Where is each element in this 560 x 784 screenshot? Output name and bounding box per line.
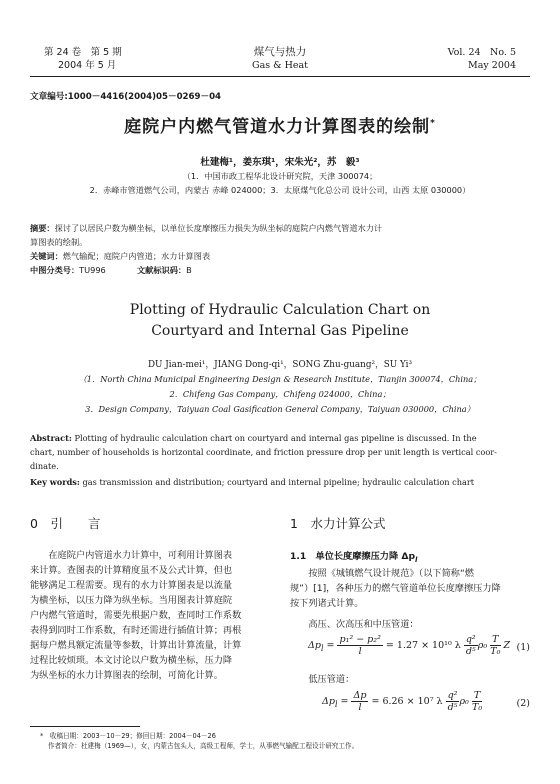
doc-code: B (186, 265, 192, 275)
eq1-fraction (337, 634, 382, 657)
section-1-high-pressure: 高压、次高压和中压管道： (290, 619, 419, 630)
eq1-number: (1) (516, 642, 530, 653)
eq2-t-num: T (473, 690, 481, 701)
section-1-1-title-sub: l (415, 555, 418, 564)
header-rule (30, 76, 530, 77)
abstract-zh (30, 222, 530, 234)
section-1-body (290, 566, 536, 611)
abstract-en-label: Abstract: (30, 433, 72, 443)
section-1-low-pressure: 低压管道： (290, 674, 355, 685)
section-0-body-line: 在庭院户内管道水力计算中，可利用计算图表 (30, 550, 233, 561)
section-0-title: 0 引 言 (30, 516, 101, 531)
eq2-q-num: q² (447, 690, 458, 701)
eq1-q-num: q² (465, 634, 476, 645)
eq2-denominator: l (358, 702, 362, 713)
doc-code-label: 文献标识码： (136, 265, 187, 275)
eq2-t-fraction (472, 690, 482, 713)
classification (30, 264, 192, 276)
eq2-rho: ρ₀ (459, 696, 469, 707)
eq2-q-fraction (446, 690, 460, 713)
equation-1: $\Delta p_l$ = $\frac{\text{p₁² − p₂²}}{l}$ = 1.27 × 10¹⁰ λ $\frac{\text{q²}}{\text{d⁵}}$ ρ₀ $\frac{T}{\text{T₀}}$ Z (1) (308, 634, 530, 657)
keywords-zh (30, 250, 210, 262)
abstract-zh-line-2: 算图表的绘制。 (30, 237, 88, 247)
eq1-denominator: l (358, 646, 362, 657)
eq1-q-fraction (464, 634, 478, 657)
section-1-title: 1 水力计算公式 (290, 516, 386, 531)
affiliation-en-3: 3．Design Company，Taiyuan Coal Gasification General Company，Taiyuan 030000，China） (85, 404, 475, 414)
eq1-lhs-sub: l (320, 643, 324, 653)
title-en-1: Plotting of Hydraulic Calculation Chart on (129, 302, 431, 318)
abstract-zh-label: 摘要： (30, 223, 55, 233)
keywords-zh-label: 关键词： (30, 251, 63, 261)
keywords-en-label: Key words: (30, 477, 80, 487)
footnote-received: * 收稿日期：2003－10－29；修回日期：2004－04－26 (40, 732, 216, 740)
eq1-q-den: d⁵ (465, 646, 476, 657)
eq1-rhs: = 1.27 × 10¹⁰ λ (385, 640, 461, 651)
section-0-body-line: 为纵坐标的水力计算图表的绘制，可简化计算。 (30, 670, 223, 681)
eq1-t-den: T₀ (490, 646, 501, 657)
abstract-en-line-2: chart, number of households is horizontal coordinate, and friction pressure drop per unit length is vertical coor- (30, 447, 497, 457)
section-1-body-line: 规”）[1]，各种压力的燃气管道单位长度摩擦压力降 (290, 583, 501, 594)
section-0-body (30, 548, 276, 683)
eq1-t-fraction (490, 634, 500, 657)
header-date-en: May 2004 (468, 60, 516, 71)
section-0-body-line: 据每户燃具额定流量等参数，计算出计算流量，计算 (30, 640, 242, 651)
header-journal-en: Gas & Heat (251, 60, 308, 71)
eq1-numerator: p₁² − p₂² (339, 634, 381, 645)
eq1-t-num: T (492, 634, 499, 645)
footnote-rule (30, 726, 140, 727)
abstract-en-line-3: dinate. (30, 461, 59, 471)
eq2-t-den: T₀ (472, 702, 483, 713)
title-zh-text: 庭院户内燃气管道水力计算图表的绘制 (124, 117, 431, 137)
affiliation-en-1: （1．North China Municipal Engineering Design & Research Institute，Tianjin 300074，China； (78, 374, 482, 384)
title-en-2: Courtyard and Internal Gas Pipeline (151, 323, 409, 339)
title-zh (0, 112, 560, 137)
eq2-rhs: = 6.26 × 10⁷ λ (371, 696, 443, 707)
section-0-body-line: 户内燃气管道时，需要先根据户数，查同时工作系数 (30, 610, 242, 621)
authors-zh: 杜建梅¹，姜东琪¹，宋朱光²，苏 毅³ (200, 157, 360, 168)
title-mark: * (430, 118, 436, 129)
section-0-body-line: 为横坐标，以压力降为纵坐标。当用图表计算庭院 (30, 595, 233, 606)
header-date-zh: 2004 年 5 月 (58, 60, 117, 71)
header-vol-issue-zh: 第 24 卷 第 5 期 (44, 47, 122, 58)
clc-code: TU996 (79, 265, 106, 275)
section-1-body-line: 按下列诸式计算。 (290, 598, 364, 609)
eq2-numerator: Δp (353, 690, 367, 701)
eq1-lhs: Δp (308, 640, 321, 651)
eq1-rho: ρ₀ (477, 640, 488, 651)
article-number: 文章编号:1000－4416(2004)05－0269－04 (30, 92, 222, 102)
eq2-fraction (351, 690, 368, 713)
abstract-en (30, 432, 530, 444)
eq2-q-den: d⁵ (447, 702, 458, 713)
abstract-zh-line-1: 探讨了以居民户数为横坐标，以单位长度摩擦压力损失为纵坐标的庭院户内燃气管道水力计 (54, 223, 383, 233)
abstract-en-line-1: Plotting of hydraulic calculation chart on courtyard and internal gas pipeline is discussed. In the (74, 433, 477, 443)
section-0-body-line: 能够满足工程需要。现有的水力计算图表是以流量 (30, 580, 233, 591)
keywords-en (30, 476, 530, 488)
eq2-lhs-sub: l (334, 699, 338, 709)
eq2-number: (2) (516, 698, 530, 709)
section-1-1-title (290, 548, 417, 564)
section-1-1-title-text: 1.1 单位长度摩擦压力降 Δp (290, 551, 416, 562)
footnote-author-bio: 作者简介：杜建梅（1969—），女，内蒙古包头人，高级工程师，学士，从事燃气输配工程设计研究工作。 (48, 742, 359, 750)
section-0-body-line: 过程比较烦琐。本文讨论以户数为横坐标，压力降 (30, 655, 233, 666)
keywords-en-text: gas transmission and distribution; courtyard and internal pipeline; hydraulic calculation chart (82, 477, 475, 487)
affiliation-zh-2: 2．赤峰市管道燃气公司，内蒙古 赤峰 024000；3．太原煤气化总公司 设计公司，山西 太原 030000） (89, 185, 471, 195)
section-1-body-line: 按照《城镇燃气设计规范》（以下简称“燃 (290, 568, 474, 579)
header-vol-issue-en: Vol. 24 No. 5 (447, 47, 516, 58)
eq2-lhs: Δp (322, 696, 335, 707)
authors-en: DU Jian-mei¹，JIANG Dong-qi¹，SONG Zhu-guang²，SU Yi³ (148, 360, 412, 370)
section-0-body-line: 表得到同时工作系数，有时还需进行插值计算；再根 (30, 625, 242, 636)
affiliation-en-2: 2．Chifeng Gas Company，Chifeng 024000，China； (169, 389, 391, 399)
eq1-z: Z (503, 640, 511, 651)
keywords-zh-text: 燃气输配；庭院户内管道；水力计算图表 (62, 251, 211, 261)
header-journal-zh: 煤气与热力 (253, 46, 307, 58)
affiliation-zh-1: （1．中国市政工程华北设计研究院，天津 300074； (182, 171, 378, 181)
equation-2: $\Delta p_l$ = $\frac{\Delta p}{l}$ = 6.26 × 10⁷ λ $\frac{\text{q²}}{\text{d⁵}}$ ρ₀ $\frac{T}{\text{T₀}}$ (2) (322, 690, 530, 713)
section-0-body-line: 来计算。查图表的计算精度虽不及公式计算，但也 (30, 565, 233, 576)
clc-label: 中图分类号： (30, 265, 80, 275)
